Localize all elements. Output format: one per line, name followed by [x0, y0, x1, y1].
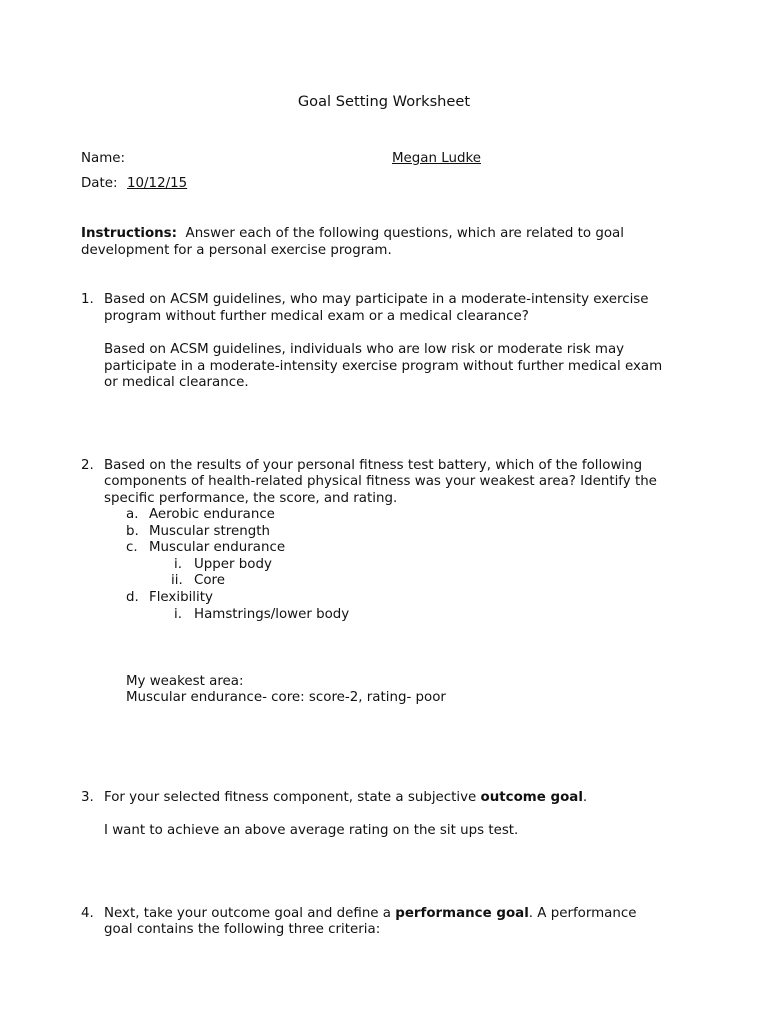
q2-question-line-1: Based on the results of your personal fitness test battery, which of the following [104, 458, 643, 473]
q2-suboption-marker: ii. [171, 573, 183, 588]
name-label: Name: [81, 151, 126, 166]
q4-question-end: . A performance [528, 906, 637, 921]
date-label: Date: [81, 176, 118, 191]
q2-answer-line-1: My weakest area: [126, 674, 244, 689]
q3-question [104, 790, 587, 807]
q4-question-line-2: goal contains the following three criteria: [104, 922, 381, 937]
q3-number: 3. [81, 790, 94, 805]
q2-option-marker: d. [126, 590, 139, 605]
instructions-label: Instructions: [81, 226, 178, 241]
q1-question-line-2: program without further medical exam or a medical clearance? [104, 309, 529, 324]
q1-number: 1. [81, 292, 94, 307]
q1-answer-line-3: or medical clearance. [104, 375, 249, 390]
q2-number: 2. [81, 458, 94, 473]
q2-question-line-2: components of health-related physical fitness was your weakest area? Identify the [104, 474, 657, 489]
q2-suboption-label: Upper body [194, 557, 272, 572]
q3-answer: I want to achieve an above average rating on the sit ups test. [104, 823, 519, 838]
instructions-text-1: Answer each of the following questions, which are related to goal [185, 226, 624, 241]
instructions-line-1 [81, 226, 624, 243]
q2-question-line-3: specific performance, the score, and rating. [104, 491, 398, 506]
q3-question-end: . [582, 790, 588, 805]
q3-outcome-goal-term: outcome goal [480, 790, 583, 805]
q2-suboption-marker: i. [174, 557, 182, 572]
date-value: 10/12/15 [127, 176, 188, 191]
q4-question-line-1 [104, 906, 636, 923]
q4-question-text: Next, take your outcome goal and define a [104, 906, 396, 921]
instructions-line-2: development for a personal exercise program. [81, 243, 392, 258]
q2-option-marker: a. [126, 507, 139, 522]
q2-option-label: Muscular endurance [149, 540, 286, 555]
q2-option-marker: c. [126, 540, 138, 555]
q2-option-marker: b. [126, 524, 139, 539]
q2-option-label: Muscular strength [149, 524, 270, 539]
q3-question-text: For your selected fitness component, state a subjective [104, 790, 481, 805]
q2-suboption-label: Core [194, 573, 225, 588]
page-title: Goal Setting Worksheet [297, 93, 471, 110]
q2-option-label: Flexibility [149, 590, 213, 605]
name-value: Megan Ludke [392, 151, 481, 166]
q2-suboption-label: Hamstrings/lower body [194, 607, 350, 622]
q1-question-line-1: Based on ACSM guidelines, who may participate in a moderate-intensity exercise [104, 292, 649, 307]
q2-suboption-marker: i. [174, 607, 182, 622]
q2-option-label: Aerobic endurance [149, 507, 275, 522]
q1-answer-line-2: participate in a moderate-intensity exercise program without further medical exam [104, 359, 663, 374]
q4-performance-goal-term: performance goal [395, 906, 529, 921]
q1-answer-line-1: Based on ACSM guidelines, individuals who are low risk or moderate risk may [104, 342, 625, 357]
q4-number: 4. [81, 906, 94, 921]
q2-answer-line-2: Muscular endurance- core: score-2, rating- poor [126, 690, 446, 705]
